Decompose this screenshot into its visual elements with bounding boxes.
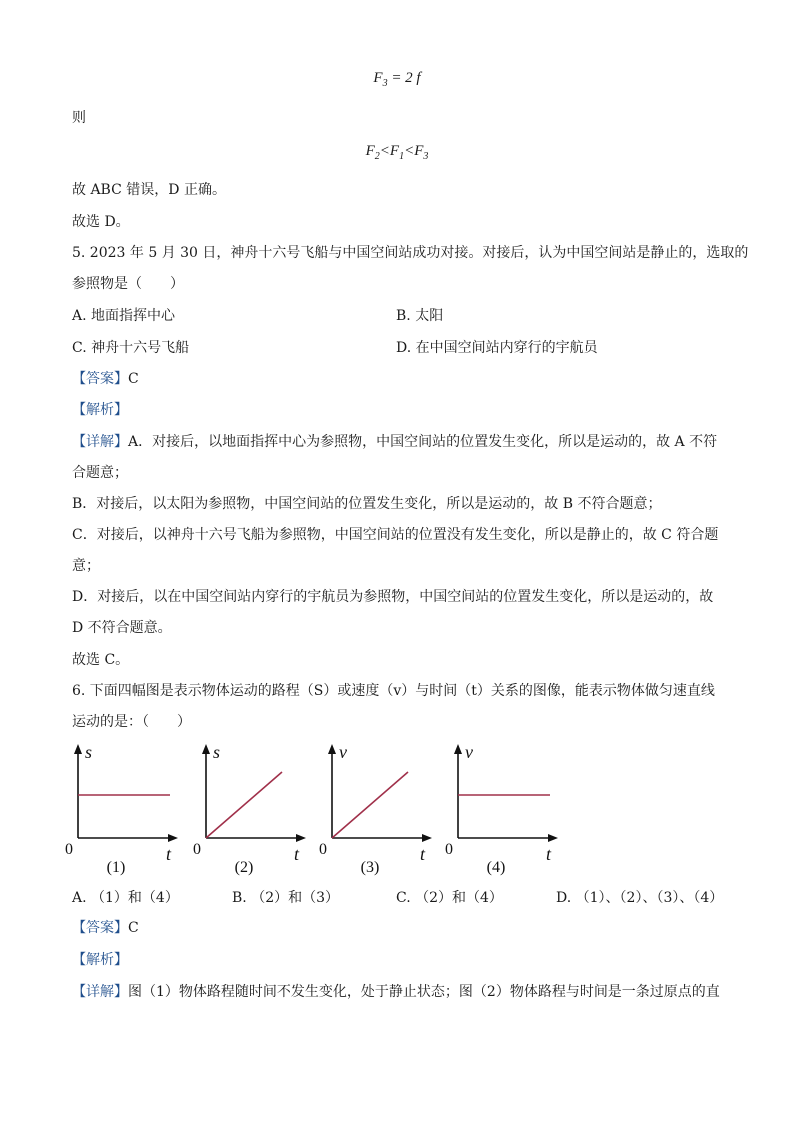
x-axis-arrow-icon [168,834,178,842]
origin-label: 0 [319,841,327,858]
origin-label: 0 [193,841,201,858]
answer-value: C [128,371,139,387]
q6-answer [72,918,139,938]
q6-option-b: B. （2）和（3） [232,890,340,906]
q5-detail-line: C．对接后，以神舟十六号飞船为参照物，中国空间站的位置没有发生变化，所以是静止的，故 C 符合题 [72,527,719,543]
q6-analysis [72,950,128,970]
y-axis-arrow-icon [328,744,336,754]
x-axis-label: t [166,844,172,864]
answer-value: C [128,920,139,936]
formula-inequality: $F_2<F_1<F_3$ [365,143,429,162]
q6-stem-line2: 运动的是：（ ） [72,714,191,730]
detail-tag: 【详解】 [72,984,128,1000]
x-axis-arrow-icon [548,834,558,842]
graph-line [332,772,408,838]
q4-conclusion: 故 ABC 错误，D 正确。 [72,182,226,198]
formula-f3: $F_3 = 2$ f [373,70,421,89]
q5-detail-line: D．对接后，以在中国空间站内穿行的宇航员为参照物，中国空间站的位置发生变化，所以是运动的，故 [72,589,714,605]
q5-choice: 故选 C。 [72,652,130,668]
y-axis-label: s [85,742,93,762]
q5-stem-line2: 参照物是（ ） [72,276,184,292]
q6-stem-line1: 6. 下面四幅图是表示物体运动的路程（S）或速度（v）与时间（t）关系的图像，能表示物体做匀速直线 [72,683,715,699]
origin-label: 0 [65,841,73,858]
q5-option-d: D. 在中国空间站内穿行的宇航员 [396,340,598,356]
x-axis-arrow-icon [296,834,306,842]
x-axis-arrow-icon [422,834,432,842]
q5-answer [72,369,139,389]
answer-tag: 【答案】 [72,920,128,936]
y-axis-label: v [465,742,473,762]
q5-option-c: C. 神舟十六号飞船 [72,340,190,356]
y-axis-arrow-icon [454,744,462,754]
q5-option-b: B. 太阳 [396,308,444,324]
x-axis-label: t [546,844,552,864]
analysis-tag: 【解析】 [72,402,128,418]
graph-caption: (4) [486,859,506,876]
origin-label: 0 [445,841,453,858]
y-axis-label: v [339,742,347,762]
q5-analysis [72,400,128,420]
q5-detail-line: 意； [72,558,100,574]
then-label: 则 [72,110,86,126]
graph-caption: (3) [360,859,380,876]
q6-detail-line: 【详解】图（1）物体路程随时间不发生变化，处于静止状态；图（2）物体路程与时间是一条过原点的直 [72,984,720,1000]
detail-tag: 【详解】 [72,434,128,450]
y-axis-label: s [213,742,221,762]
q4-choice: 故选 D。 [72,214,130,230]
graph-line [206,772,282,838]
q5-detail-line: D 不符合题意。 [72,620,172,636]
x-axis-label: t [294,844,300,864]
q5-detail-line: 【详解】A．对接后，以地面指挥中心为参照物，中国空间站的位置发生变化，所以是运动的，故 A 不符 [72,434,718,450]
analysis-tag: 【解析】 [72,952,128,968]
q6-option-c: C. （2）和（4） [396,890,503,906]
y-axis-arrow-icon [202,744,210,754]
y-axis-arrow-icon [74,744,82,754]
q5-detail-line: 合题意； [72,465,128,481]
answer-tag: 【答案】 [72,371,128,387]
graph-caption: (2) [234,859,254,876]
q5-option-a: A. 地面指挥中心 [72,308,176,324]
q6-option-a: A. （1）和（4） [72,890,179,906]
q5-stem-line1: 5. 2023 年 5 月 30 日，神舟十六号飞船与中国空间站成功对接。对接后，认为中国空间站是静止的，选取的 [72,245,749,261]
q6-option-d: D. （1）、（2）、（3）、（4） [556,890,724,906]
motion-graphs-figure [62,738,582,878]
graph-caption: (1) [106,859,126,876]
x-axis-label: t [420,844,426,864]
q5-detail-line: B．对接后，以太阳为参照物，中国空间站的位置发生变化，所以是运动的，故 B 不符合题意； [72,496,662,512]
